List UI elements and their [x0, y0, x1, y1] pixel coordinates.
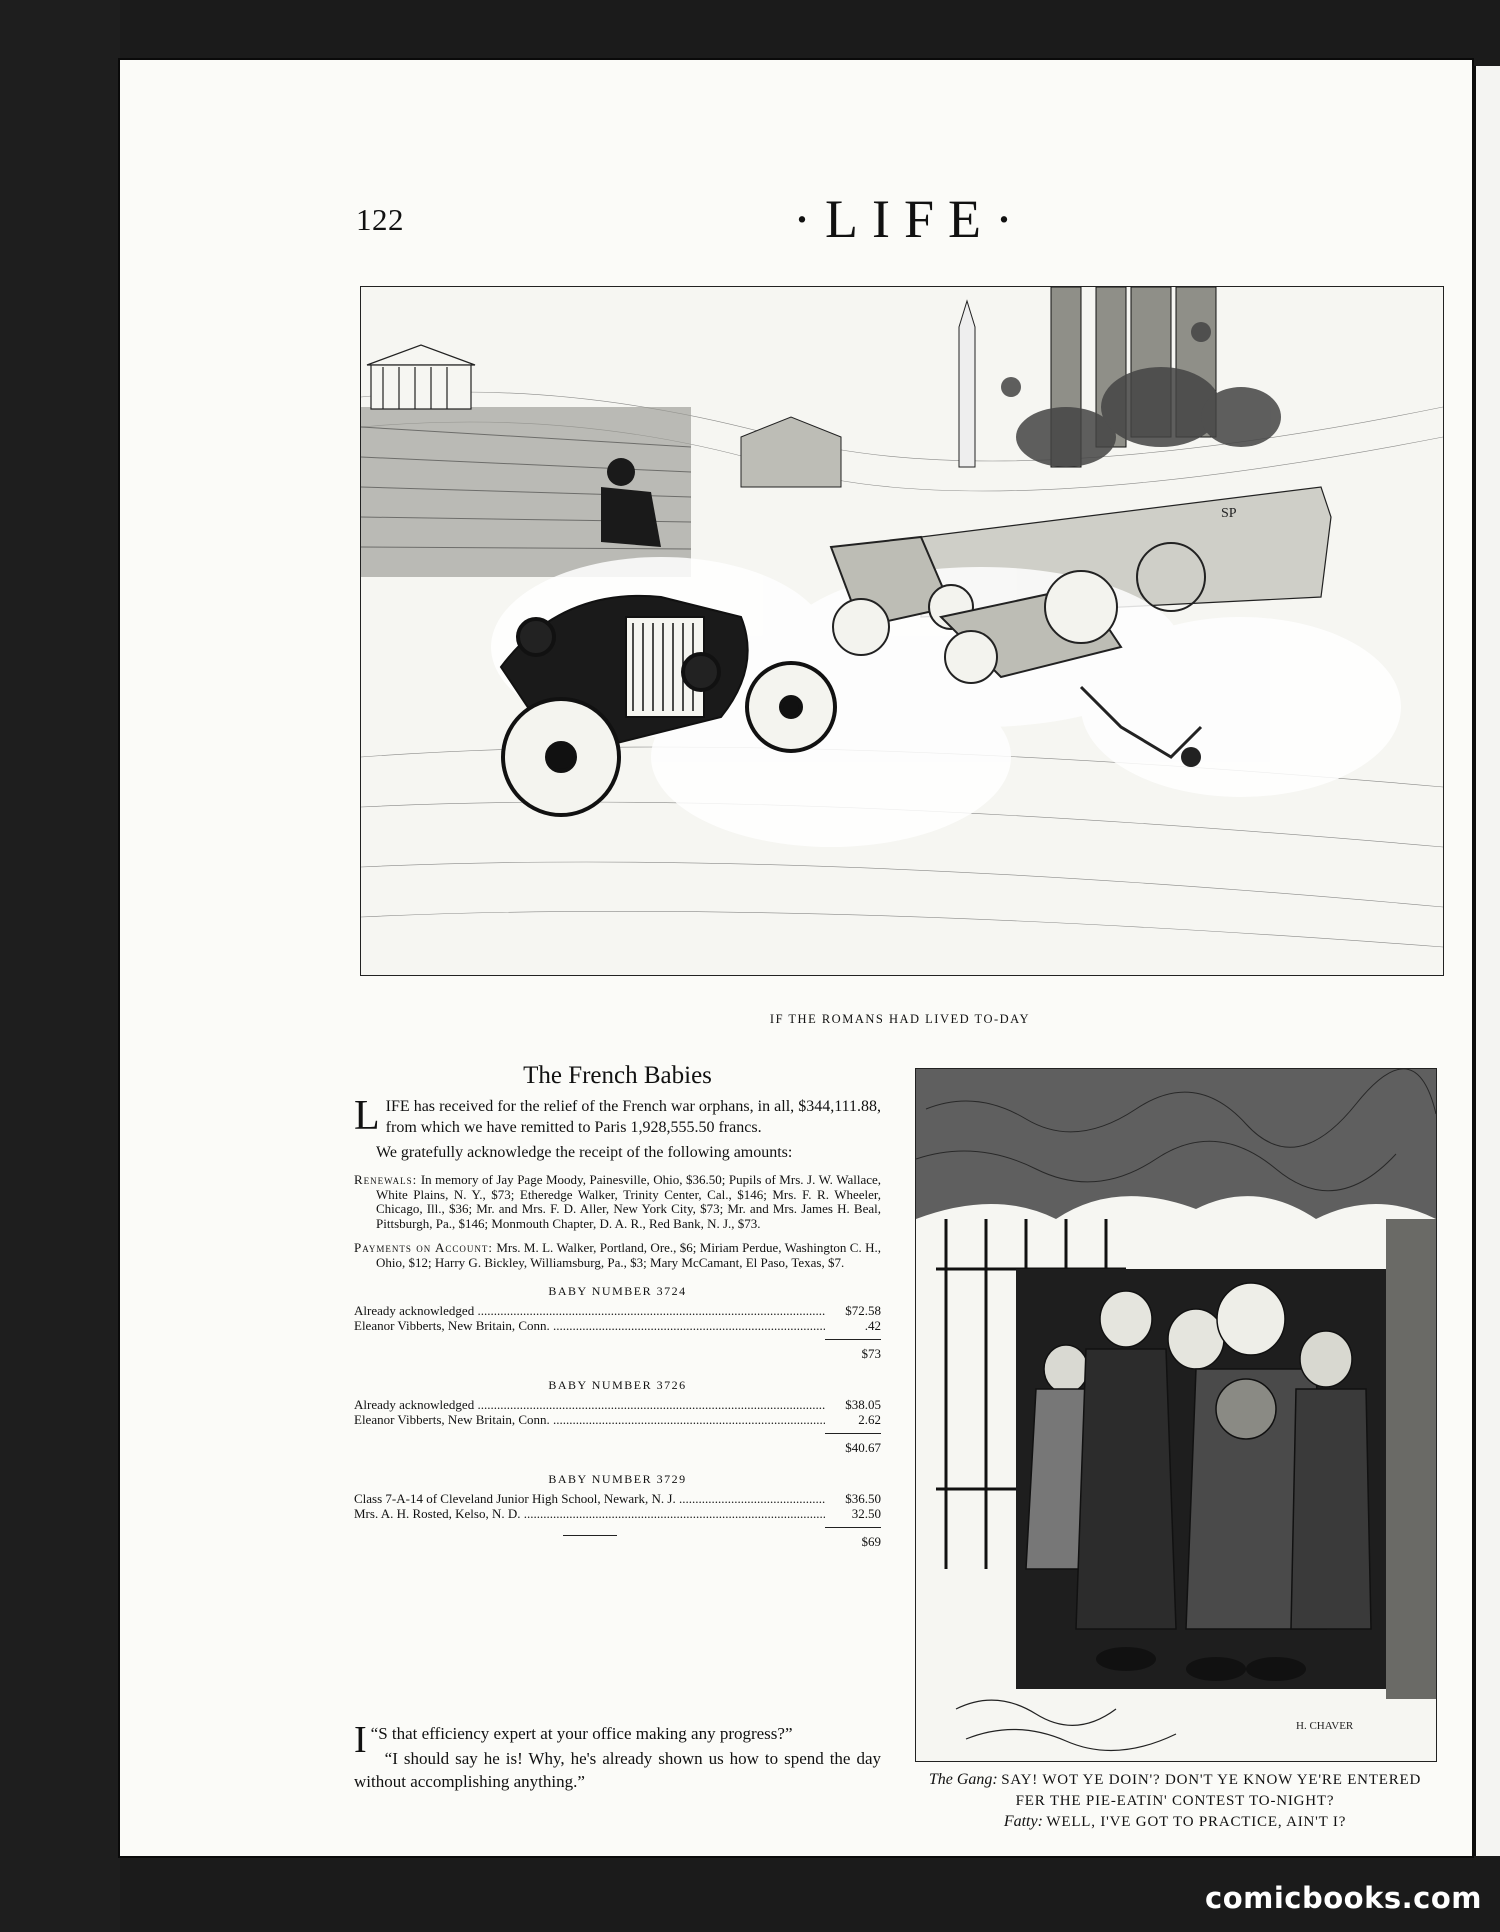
section-divider [563, 1535, 617, 1536]
baby-section [354, 1378, 881, 1458]
roman-race-illustration [361, 287, 1443, 975]
joke-line-1: S that efficiency expert at your office making any progress?” [378, 1724, 793, 1743]
contribution-row: Mrs. A. H. Rosted, Kelso, N. D. ..... 32.50 [354, 1506, 881, 1521]
acknowledgement-paragraph: We gratefully acknowledge the receipt of the following amounts: [376, 1144, 793, 1161]
masthead: ·LIFE· [793, 189, 1027, 249]
drop-cap: I [354, 1719, 367, 1761]
renewals-paragraph [354, 1173, 881, 1231]
adjacent-page-edge [1472, 66, 1500, 1856]
lead-text: IFE has received for the relief of the French war orphans, in all, $344,111.88, from which we have remitted to Paris 1,928,555.50 francs. [385, 1098, 881, 1136]
baby-section [354, 1284, 881, 1364]
caption-line-1 [915, 1770, 1435, 1812]
contribution-row: Eleanor Vibberts, New Britain, Conn. ..... .42 [354, 1318, 881, 1333]
baby-total: $73 [354, 1333, 881, 1364]
payments-label: Payments on Account: [354, 1240, 493, 1255]
gang-cartoon-caption [915, 1770, 1435, 1833]
baby-heading: BABY NUMBER 3729 [548, 1472, 687, 1486]
contribution-row: Already acknowledged ..... $38.05 [354, 1397, 881, 1412]
baby-total: $40.67 [354, 1427, 881, 1458]
renewals-label: Renewals: [354, 1172, 418, 1187]
scan-left-margin [0, 0, 120, 1932]
payments-text: Mrs. M. L. Walker, Portland, Ore., $6; Miriam Perdue, Washington C. H., Ohio, $12; Harry G. Bickley, Williamsburg, Pa., $3; Mary McCamant, El Paso, Texas, $7. [376, 1240, 881, 1270]
speaker-text: SAY! WOT YE DOIN'? DON'T YE KNOW YE'RE ENTERED FER THE PIE-EATIN' CONTEST TO-NIGHT? [1001, 1772, 1422, 1809]
site-watermark: comicbooks.com [1205, 1881, 1482, 1915]
speaker-label: Fatty: [1003, 1813, 1043, 1830]
baby-total: $69 [825, 1521, 881, 1552]
article-title: The French Babies [523, 1062, 712, 1089]
contribution-row: Class 7-A-14 of Cleveland Junior High School, Newark, N. J. ..... $36.50 [354, 1491, 881, 1506]
baby-heading: BABY NUMBER 3724 [548, 1284, 687, 1298]
joke-question [354, 1719, 881, 1761]
baby-heading: BABY NUMBER 3726 [548, 1378, 687, 1392]
gang-illustration [916, 1069, 1436, 1761]
page-number: 122 [356, 202, 404, 237]
gang-cartoon [915, 1068, 1437, 1762]
artist-signature: H. CHAVER [1296, 1720, 1354, 1732]
baby-section [354, 1472, 881, 1552]
joke-answer: “I should say he is! Why, he's already shown us how to spend the day without accomplishing anything.” [354, 1749, 881, 1791]
payments-paragraph [354, 1241, 881, 1270]
speaker-label: The Gang: [928, 1771, 998, 1788]
contribution-row: Already acknowledged ..... $72.58 [354, 1303, 881, 1318]
article-lead [354, 1093, 881, 1139]
drop-cap: L [354, 1093, 380, 1139]
roman-race-cartoon [360, 286, 1444, 976]
caption-line-2 [915, 1812, 1435, 1833]
renewals-text: In memory of Jay Page Moody, Painesville, Ohio, $36.50; Pupils of Mrs. J. W. Wallace, White Plains, N. Y., $73; Etheredge Walker, Trinity Center, Cal., $146; Mrs. F. R. Wheeler, Chicago, Ill., $36; Mr. and Mrs. F. D. Aller, New York City, $73; Mr. and Mrs. James H. Beal, Pittsburgh, Pa., $146; Monmouth Chapter, D. A. R., Red Bank, N. J., $73. [376, 1172, 882, 1231]
svg-text:SP: SP [1221, 506, 1237, 521]
race-cartoon-caption: IF THE ROMANS HAD LIVED TO-DAY [769, 1012, 1031, 1026]
speaker-text: WELL, I'VE GOT TO PRACTICE, AIN'T I? [1046, 1814, 1347, 1830]
open-quote: “ [370, 1724, 379, 1743]
efficiency-expert-joke [354, 1719, 881, 1793]
french-babies-article [354, 1058, 881, 1552]
contribution-row: Eleanor Vibberts, New Britain, Conn. ..... 2.62 [354, 1412, 881, 1427]
